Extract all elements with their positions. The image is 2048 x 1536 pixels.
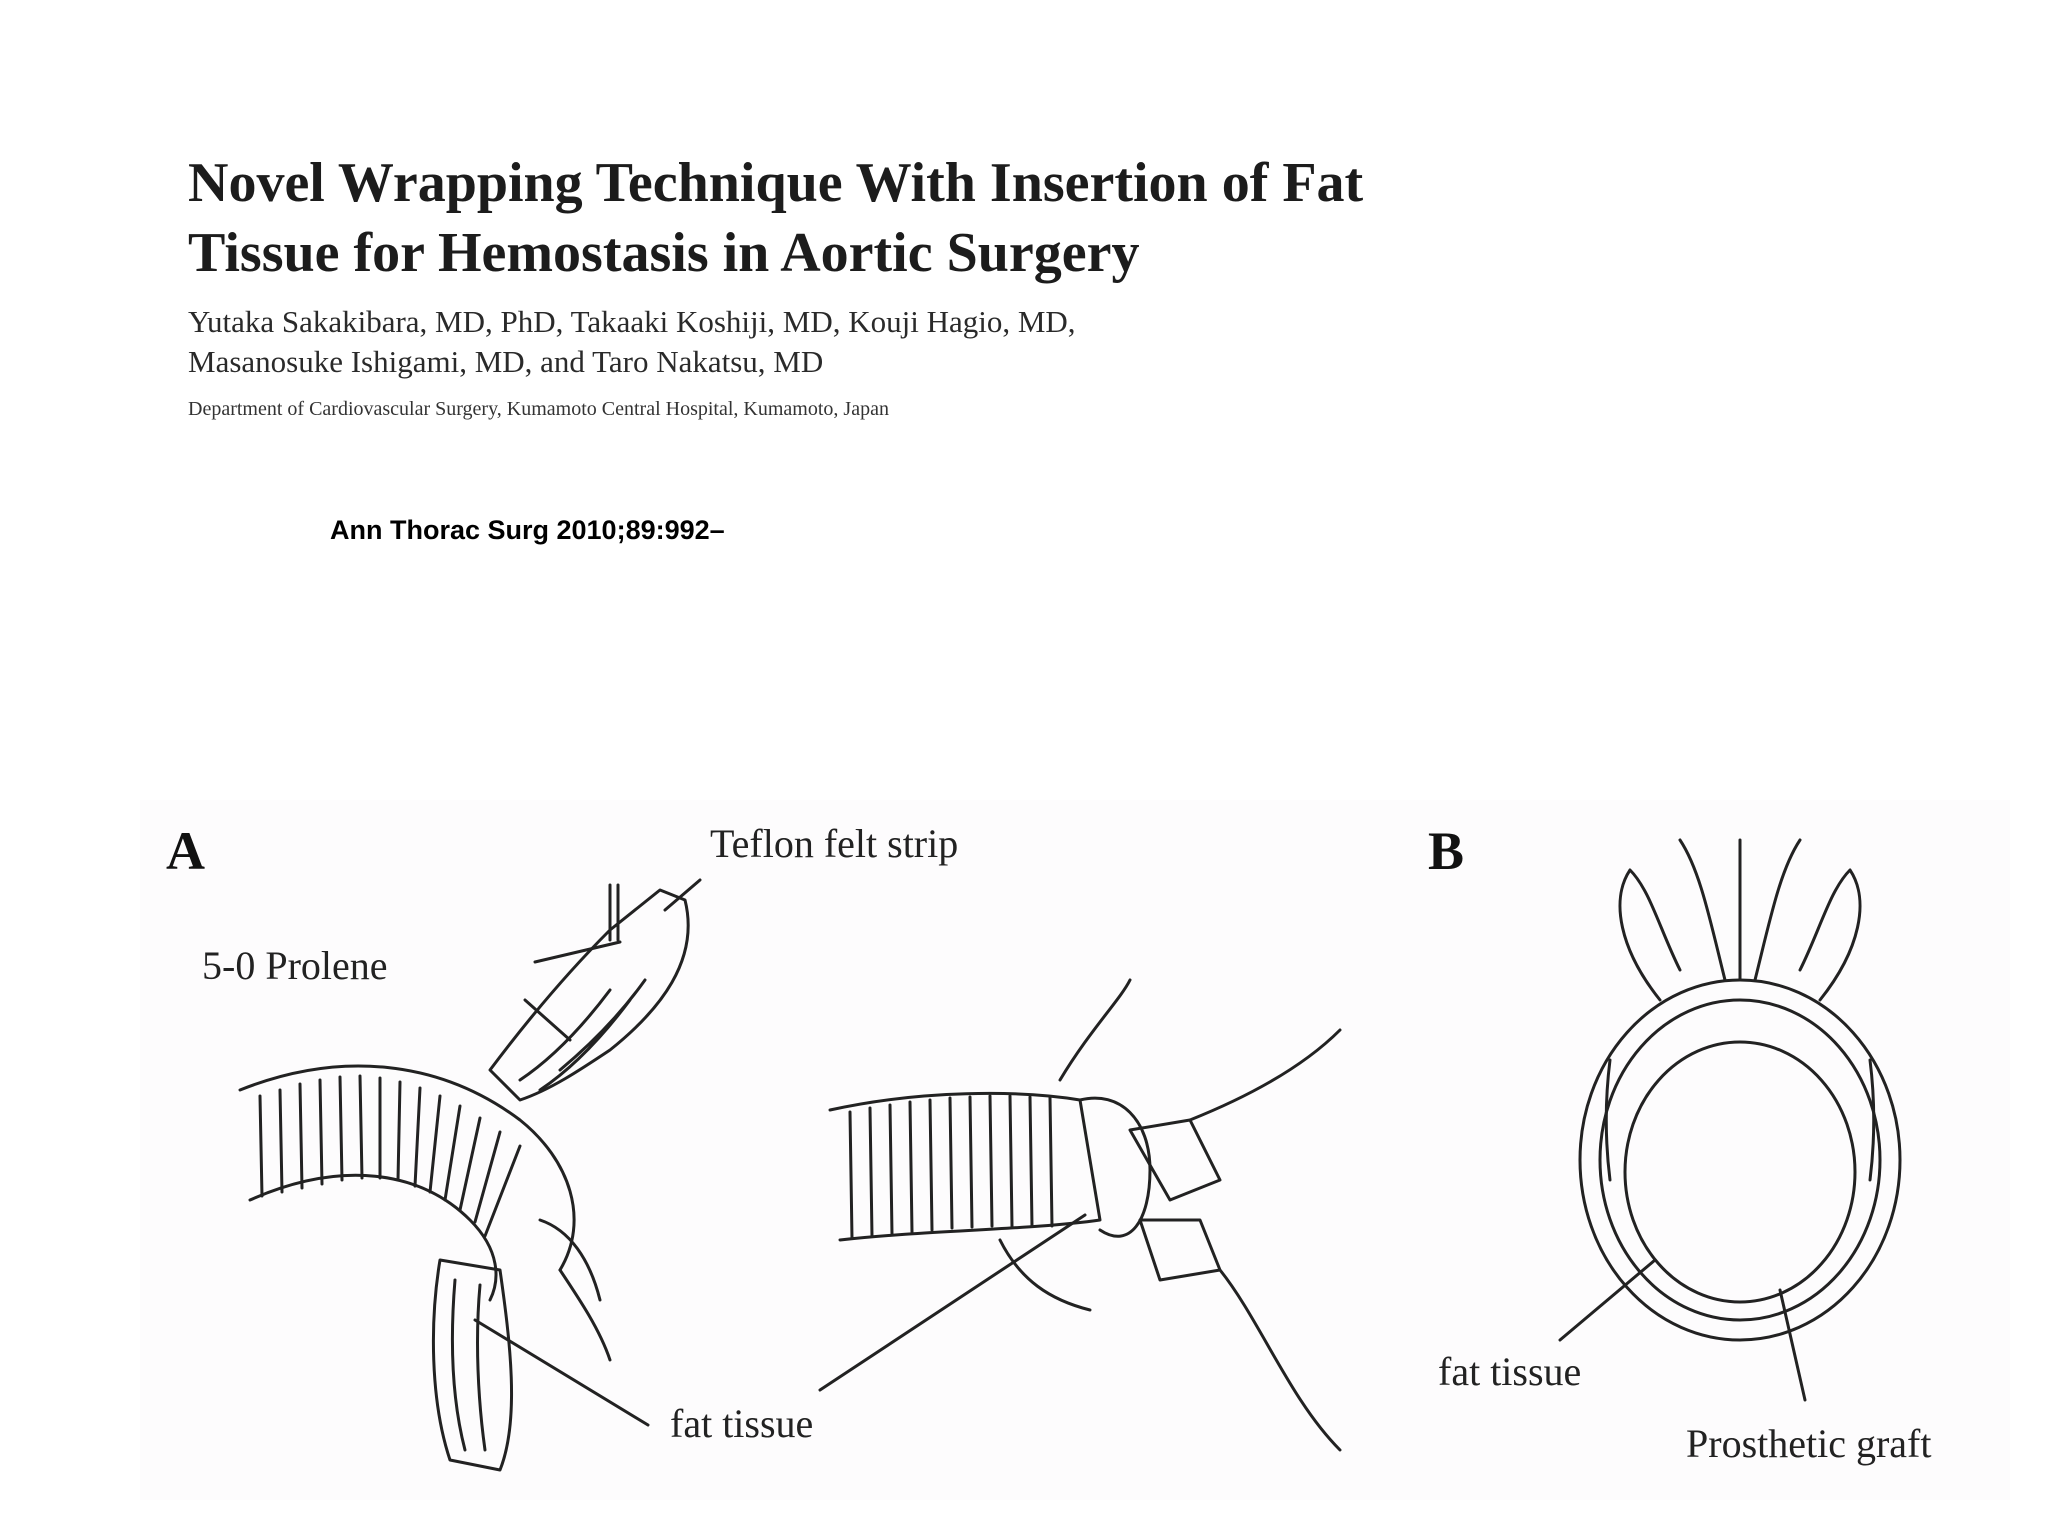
surgical-illustration [140, 800, 2010, 1500]
fat-tissue-label-b: fat tissue [1438, 1349, 1582, 1394]
illustration-drawing [140, 800, 2010, 1500]
panel-a-felt-strip-bottom [433, 1260, 511, 1470]
prolene-leader-upper [535, 942, 620, 962]
authors-line-1: Yutaka Sakakibara, MD, PhD, Takaaki Koshiji, MD, Kouji Hagio, MD, [188, 304, 1076, 339]
panel-b-letter: B [1428, 821, 1465, 881]
fat-tissue-label-a: fat tissue [670, 1401, 814, 1446]
fat-leader-right [820, 1215, 1085, 1390]
authors-line-2: Masanosuke Ishigami, MD, and Taro Nakatsu, MD [188, 344, 824, 379]
panel-a-letter: A [166, 821, 205, 881]
panel-b-cross-section [1580, 840, 1900, 1340]
fat-leader-left [475, 1320, 648, 1425]
teflon-felt-strip-label: Teflon felt strip [710, 821, 959, 866]
paper-title [188, 148, 1588, 288]
panel-b-graft-leader [1780, 1290, 1805, 1400]
prosthetic-graft-label: Prosthetic graft [1686, 1421, 1932, 1466]
prolene-label: 5-0 Prolene [202, 943, 388, 988]
citation: Ann Thorac Surg 2010;89:992– [330, 515, 725, 545]
affiliation: Department of Cardiovascular Surgery, Kumamoto Central Hospital, Kumamoto, Japan [188, 398, 889, 420]
title-line-2: Tissue for Hemostasis in Aortic Surgery [188, 222, 1140, 284]
panel-a-felt-strip-top [490, 885, 688, 1100]
panel-a-aorta-left [240, 1066, 610, 1360]
title-line-1: Novel Wrapping Technique With Insertion of Fat [188, 152, 1364, 214]
author-list [188, 302, 1388, 382]
prolene-leader-lower [525, 1000, 570, 1040]
